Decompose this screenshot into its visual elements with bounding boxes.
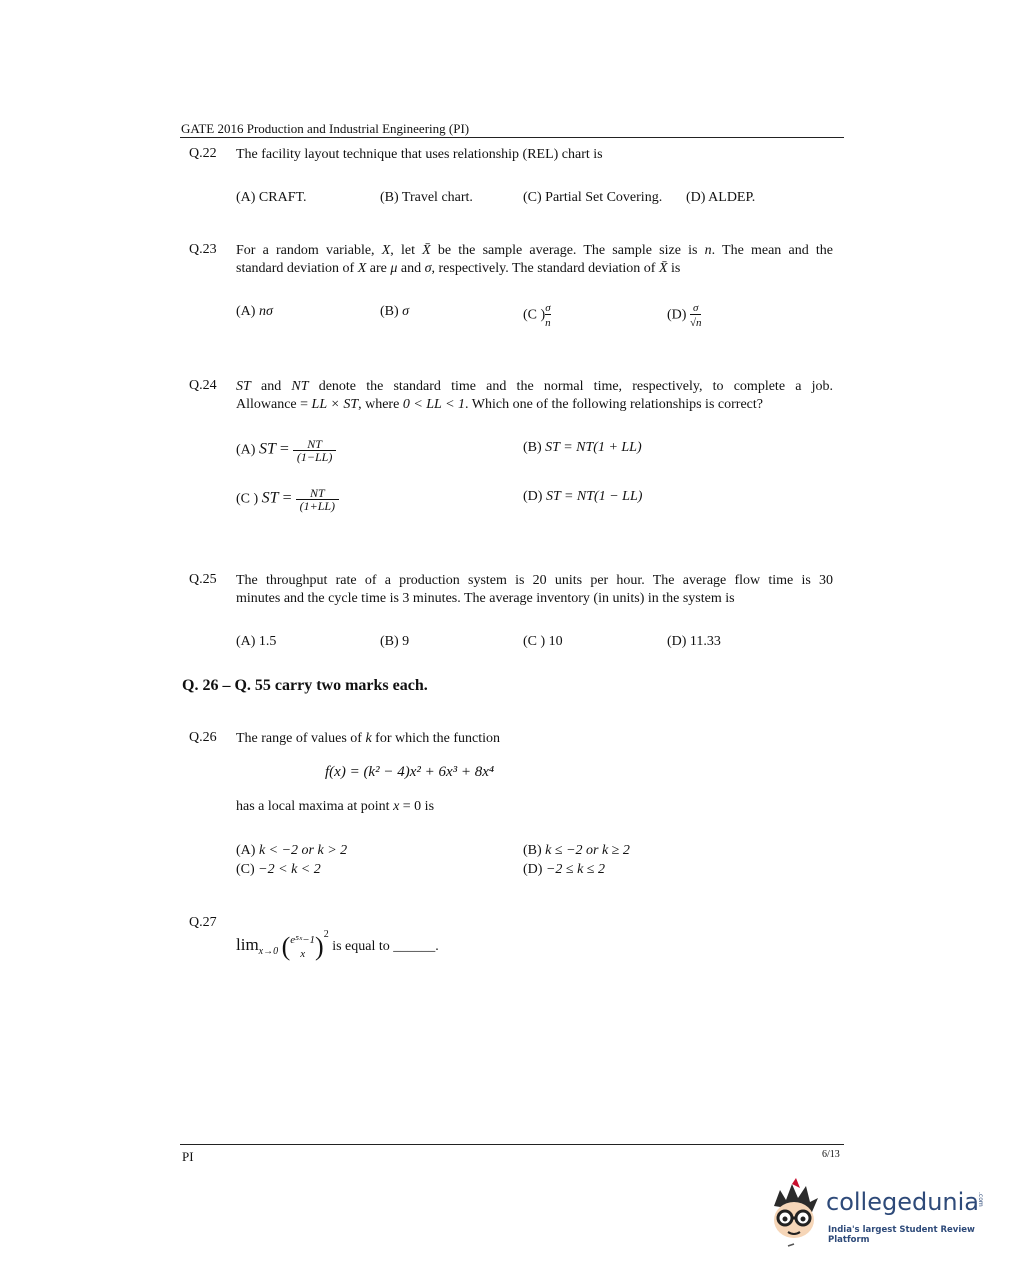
q23-option-d: (D) $\frac{\sigma}{√n}$	[667, 302, 702, 329]
collegedunia-logo	[766, 1178, 996, 1250]
q24-text: ST and NT denote the standard time and the normal time, respectively, to complete a job. Allowance = LL × ST, where 0 < LL < 1. Which one of the following relationships is correct?	[236, 379, 834, 412]
page-number: 6/13	[822, 1149, 840, 1160]
q22-text: The facility layout technique that uses relationship (REL) chart is	[236, 147, 603, 162]
header-rule	[180, 137, 844, 138]
q26-condition: has a local maxima at point x = 0 is	[236, 799, 435, 814]
q26-option-c: (C) −2 < k < 2	[236, 862, 321, 877]
q26-function: f(x) = (k² − 4)x² + 6x³ + 8x⁴	[325, 764, 495, 780]
logo-com: .com	[977, 1192, 984, 1207]
q26-option-d: (D) −2 ≤ k ≤ 2	[523, 862, 605, 877]
q22-option-a: (A) CRAFT.	[236, 190, 307, 205]
q26-number: Q.26	[189, 730, 217, 745]
q22-option-d: (D) ALDEP.	[686, 190, 756, 205]
q25-number: Q.25	[189, 572, 217, 587]
q23-option-a: (A) nσ	[236, 304, 273, 319]
q25-option-a: (A) 1.5	[236, 634, 277, 649]
q24-option-d: (D) ST = NT(1 − LL)	[523, 489, 643, 504]
q23-text: For a random variable, X, let X̄ be the sample average. The sample size is n. The mean and the standard deviation of X are μ and σ, respectively. The standard deviation of X̄ is	[236, 243, 833, 276]
q27-number: Q.27	[189, 915, 217, 930]
footer-left: PI	[182, 1149, 194, 1164]
q22-number: Q.22	[189, 146, 217, 161]
q24-option-b: (B) ST = NT(1 + LL)	[523, 440, 642, 455]
q23-option-b: (B) σ	[380, 304, 410, 319]
q24-option-c: (C ) ST = $\frac{NT}{(1+LL)}$	[236, 487, 339, 512]
q26-option-a: (A) k < −2 or k > 2	[236, 843, 348, 858]
section-heading: Q. 26 – Q. 55 carry two marks each.	[182, 677, 428, 694]
q23-option-c: (C ) $\frac{\sigma}{n}$	[523, 302, 551, 329]
q25-option-d: (D) 11.33	[667, 634, 721, 649]
q24-option-a: (A) ST = $\frac{NT}{(1-LL)}$	[236, 438, 336, 463]
q23-number: Q.23	[189, 242, 217, 257]
q25-text: The throughput rate of a production system is 20 units per hour. The average flow time is 30 minutes and the cycle time is 3 minutes. The average inventory (in units) in the system is	[236, 573, 833, 606]
logo-wordmark: collegedunia	[826, 1188, 980, 1216]
q26-option-b: (B) k ≤ −2 or k ≥ 2	[523, 843, 630, 858]
q22-option-b: (B) Travel chart.	[380, 190, 473, 205]
q25-option-b: (B) 9	[380, 634, 410, 649]
q22-option-c: (C) Partial Set Covering.	[523, 190, 663, 205]
q24-number: Q.24	[189, 378, 217, 393]
q25-option-c: (C ) 10	[523, 634, 563, 649]
q27-expression: $\lim_{x\to 0}$ ( e⁵ˣ−1 x )$^2$ is equal to ______.	[236, 928, 439, 961]
logo-tagline: India's largest Student Review Platform	[828, 1225, 975, 1245]
mascot-icon	[766, 1178, 826, 1250]
footer-rule	[180, 1144, 844, 1145]
q26-text: The range of values of k for which the function	[236, 731, 500, 746]
document-header: GATE 2016 Production and Industrial Engineering (PI)	[181, 121, 470, 136]
